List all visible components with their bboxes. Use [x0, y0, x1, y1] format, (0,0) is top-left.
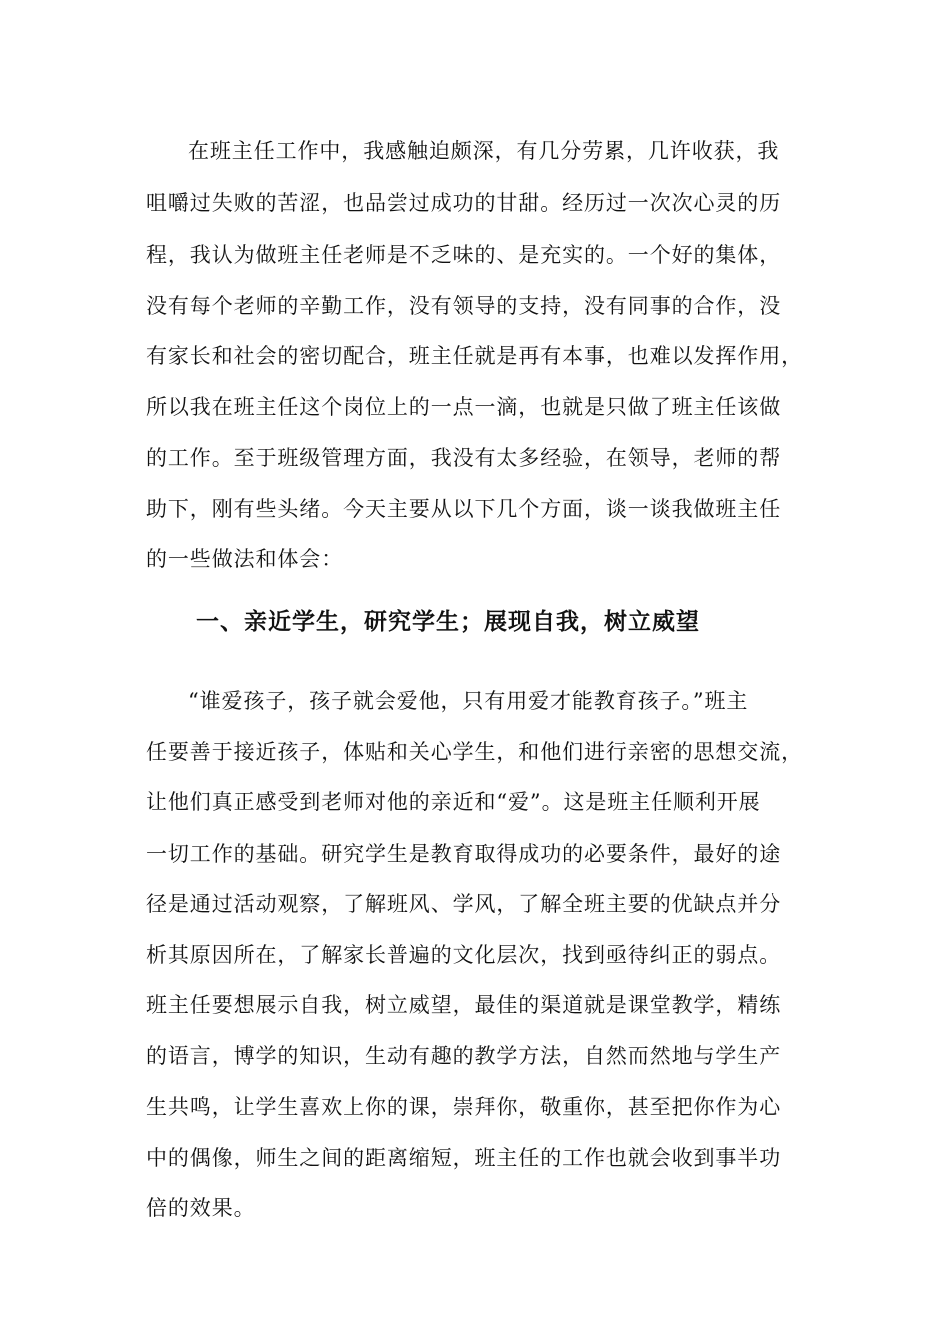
paragraph-2-line-11: 倍的效果。	[146, 1196, 256, 1220]
paragraph-2-line-7: 班主任要想展示自我，树立威望，最佳的渠道就是课堂教学，精练	[146, 993, 782, 1017]
paragraph-1-line-4: 没有每个老师的辛勤工作，没有领导的支持，没有同事的合作，没	[146, 294, 782, 318]
paragraph-2-line-5: 径是通过活动观察，了解班风、学风，了解全班主要的优缺点并分	[146, 892, 782, 916]
paragraph-1-line-2: 咀嚼过失败的苦涩，也品尝过成功的甘甜。经历过一次次心灵的历	[146, 191, 782, 215]
section-1-heading: 一、亲近学生，研究学生；展现自我，树立威望	[196, 609, 700, 635]
paragraph-1-line-6: 所以我在班主任这个岗位上的一点一滴，也就是只做了班主任该做	[146, 395, 782, 419]
paragraph-2-line-4: 一切工作的基础。研究学生是教育取得成功的必要条件，最好的途	[146, 842, 782, 866]
paragraph-2-line-1: “谁爱孩子，孩子就会爱他，只有用爱才能教育孩子。”班主	[188, 689, 749, 713]
paragraph-2-line-9: 生共鸣，让学生喜欢上你的课，崇拜你，敬重你，甚至把你作为心	[146, 1095, 782, 1119]
paragraph-2-line-6: 析其原因所在，了解家长普遍的文化层次，找到亟待纠正的弱点。	[146, 943, 782, 967]
paragraph-2-line-2: 任要善于接近孩子，体贴和关心学生，和他们进行亲密的思想交流，	[146, 740, 803, 764]
paragraph-1-line-5: 有家长和社会的密切配合，班主任就是再有本事，也难以发挥作用，	[146, 344, 803, 368]
paragraph-1-line-7: 的工作。至于班级管理方面，我没有太多经验，在领导，老师的帮	[146, 446, 782, 470]
paragraph-1-line-3: 程，我认为做班主任老师是不乏味的、是充实的。一个好的集体，	[146, 243, 782, 267]
paragraph-2-line-10: 中的偶像，师生之间的距离缩短，班主任的工作也就会收到事半功	[146, 1146, 782, 1170]
paragraph-2-line-8: 的语言，博学的知识，生动有趣的教学方法，自然而然地与学生产	[146, 1044, 782, 1068]
paragraph-1-line-9: 的一些做法和体会：	[146, 547, 344, 571]
paragraph-1-line-8: 助下，刚有些头绪。今天主要从以下几个方面，谈一谈我做班主任	[146, 497, 782, 521]
paragraph-2-line-3: 让他们真正感受到老师对他的亲近和“爱”。这是班主任顺利开展	[146, 790, 761, 814]
paragraph-1-line-1: 在班主任工作中，我感触迫颇深，有几分劳累，几许收获，我	[188, 139, 780, 163]
